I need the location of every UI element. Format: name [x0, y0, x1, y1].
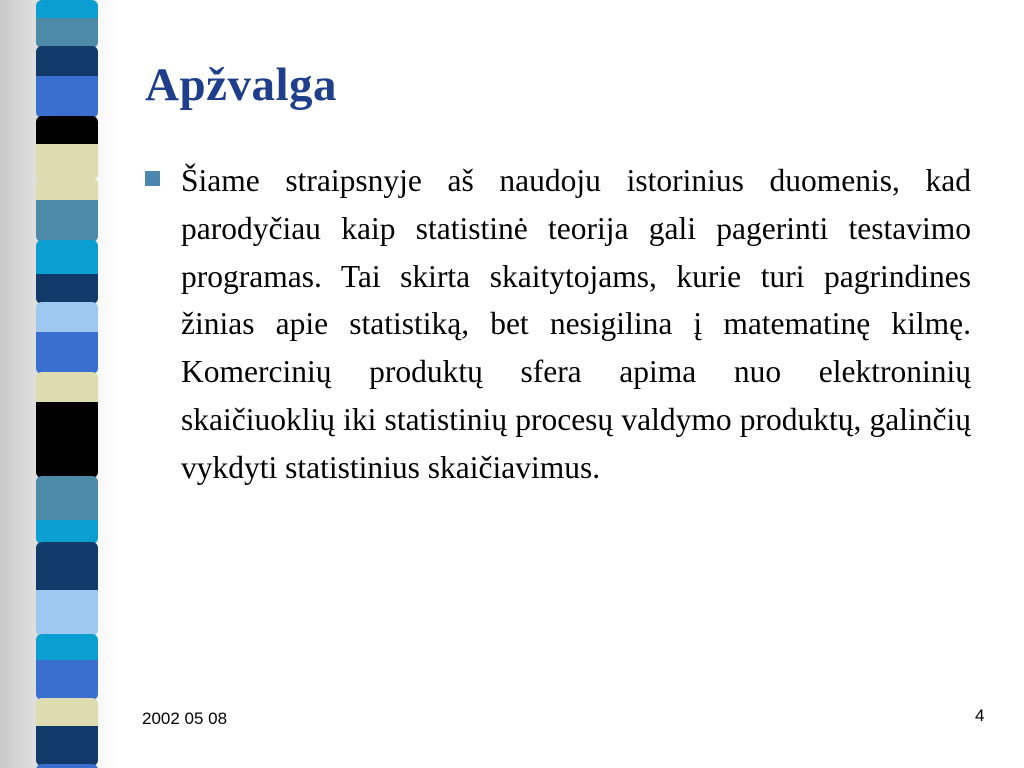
page-number: 4 — [975, 706, 985, 725]
stripe-band — [36, 274, 98, 304]
stripe-band — [36, 200, 98, 242]
stripe-band — [36, 0, 98, 20]
stripe-band — [36, 476, 98, 522]
stripe-band — [36, 726, 98, 766]
stripe-band — [36, 302, 98, 334]
stripe-band — [36, 590, 98, 636]
stripe-band — [36, 634, 98, 662]
stripe-band — [36, 698, 98, 728]
stripe-band — [36, 18, 98, 48]
stripe-band — [36, 372, 98, 404]
stripe-band — [36, 46, 98, 78]
decorative-stripe — [36, 0, 98, 768]
footer-date: 2002 05 08 — [142, 709, 228, 728]
stripe-band — [36, 76, 98, 118]
stripe-band — [36, 116, 98, 146]
stripe-band — [36, 240, 98, 276]
stripe-band — [36, 402, 98, 478]
stripe-band — [36, 178, 98, 202]
stripe-band — [36, 764, 98, 768]
stripe-band — [36, 520, 98, 544]
stripe-band — [36, 332, 98, 374]
square-bullet-icon — [145, 171, 160, 186]
stripe-band — [36, 660, 98, 700]
slide-title: Apžvalga — [145, 59, 337, 111]
stripe-band — [36, 144, 98, 180]
bullet-text: Šiame straipsnyje aš naudoju istorinius duomenis, kad parodyčiau kaip statistinė teorija gali pagerinti testavimo programas. Tai skirta skaitytojams, kurie turi pagrindines žinias apie statistiką, bet nesigilina į matematinę kilmę. Komercinių produktų sfera apima nuo elektroninių skaičiuoklių iki statistinių procesų valdymo produktų, galinčių vykdyti statistinius skaičiavimus. — [181, 163, 971, 485]
stripe-band — [36, 542, 98, 592]
